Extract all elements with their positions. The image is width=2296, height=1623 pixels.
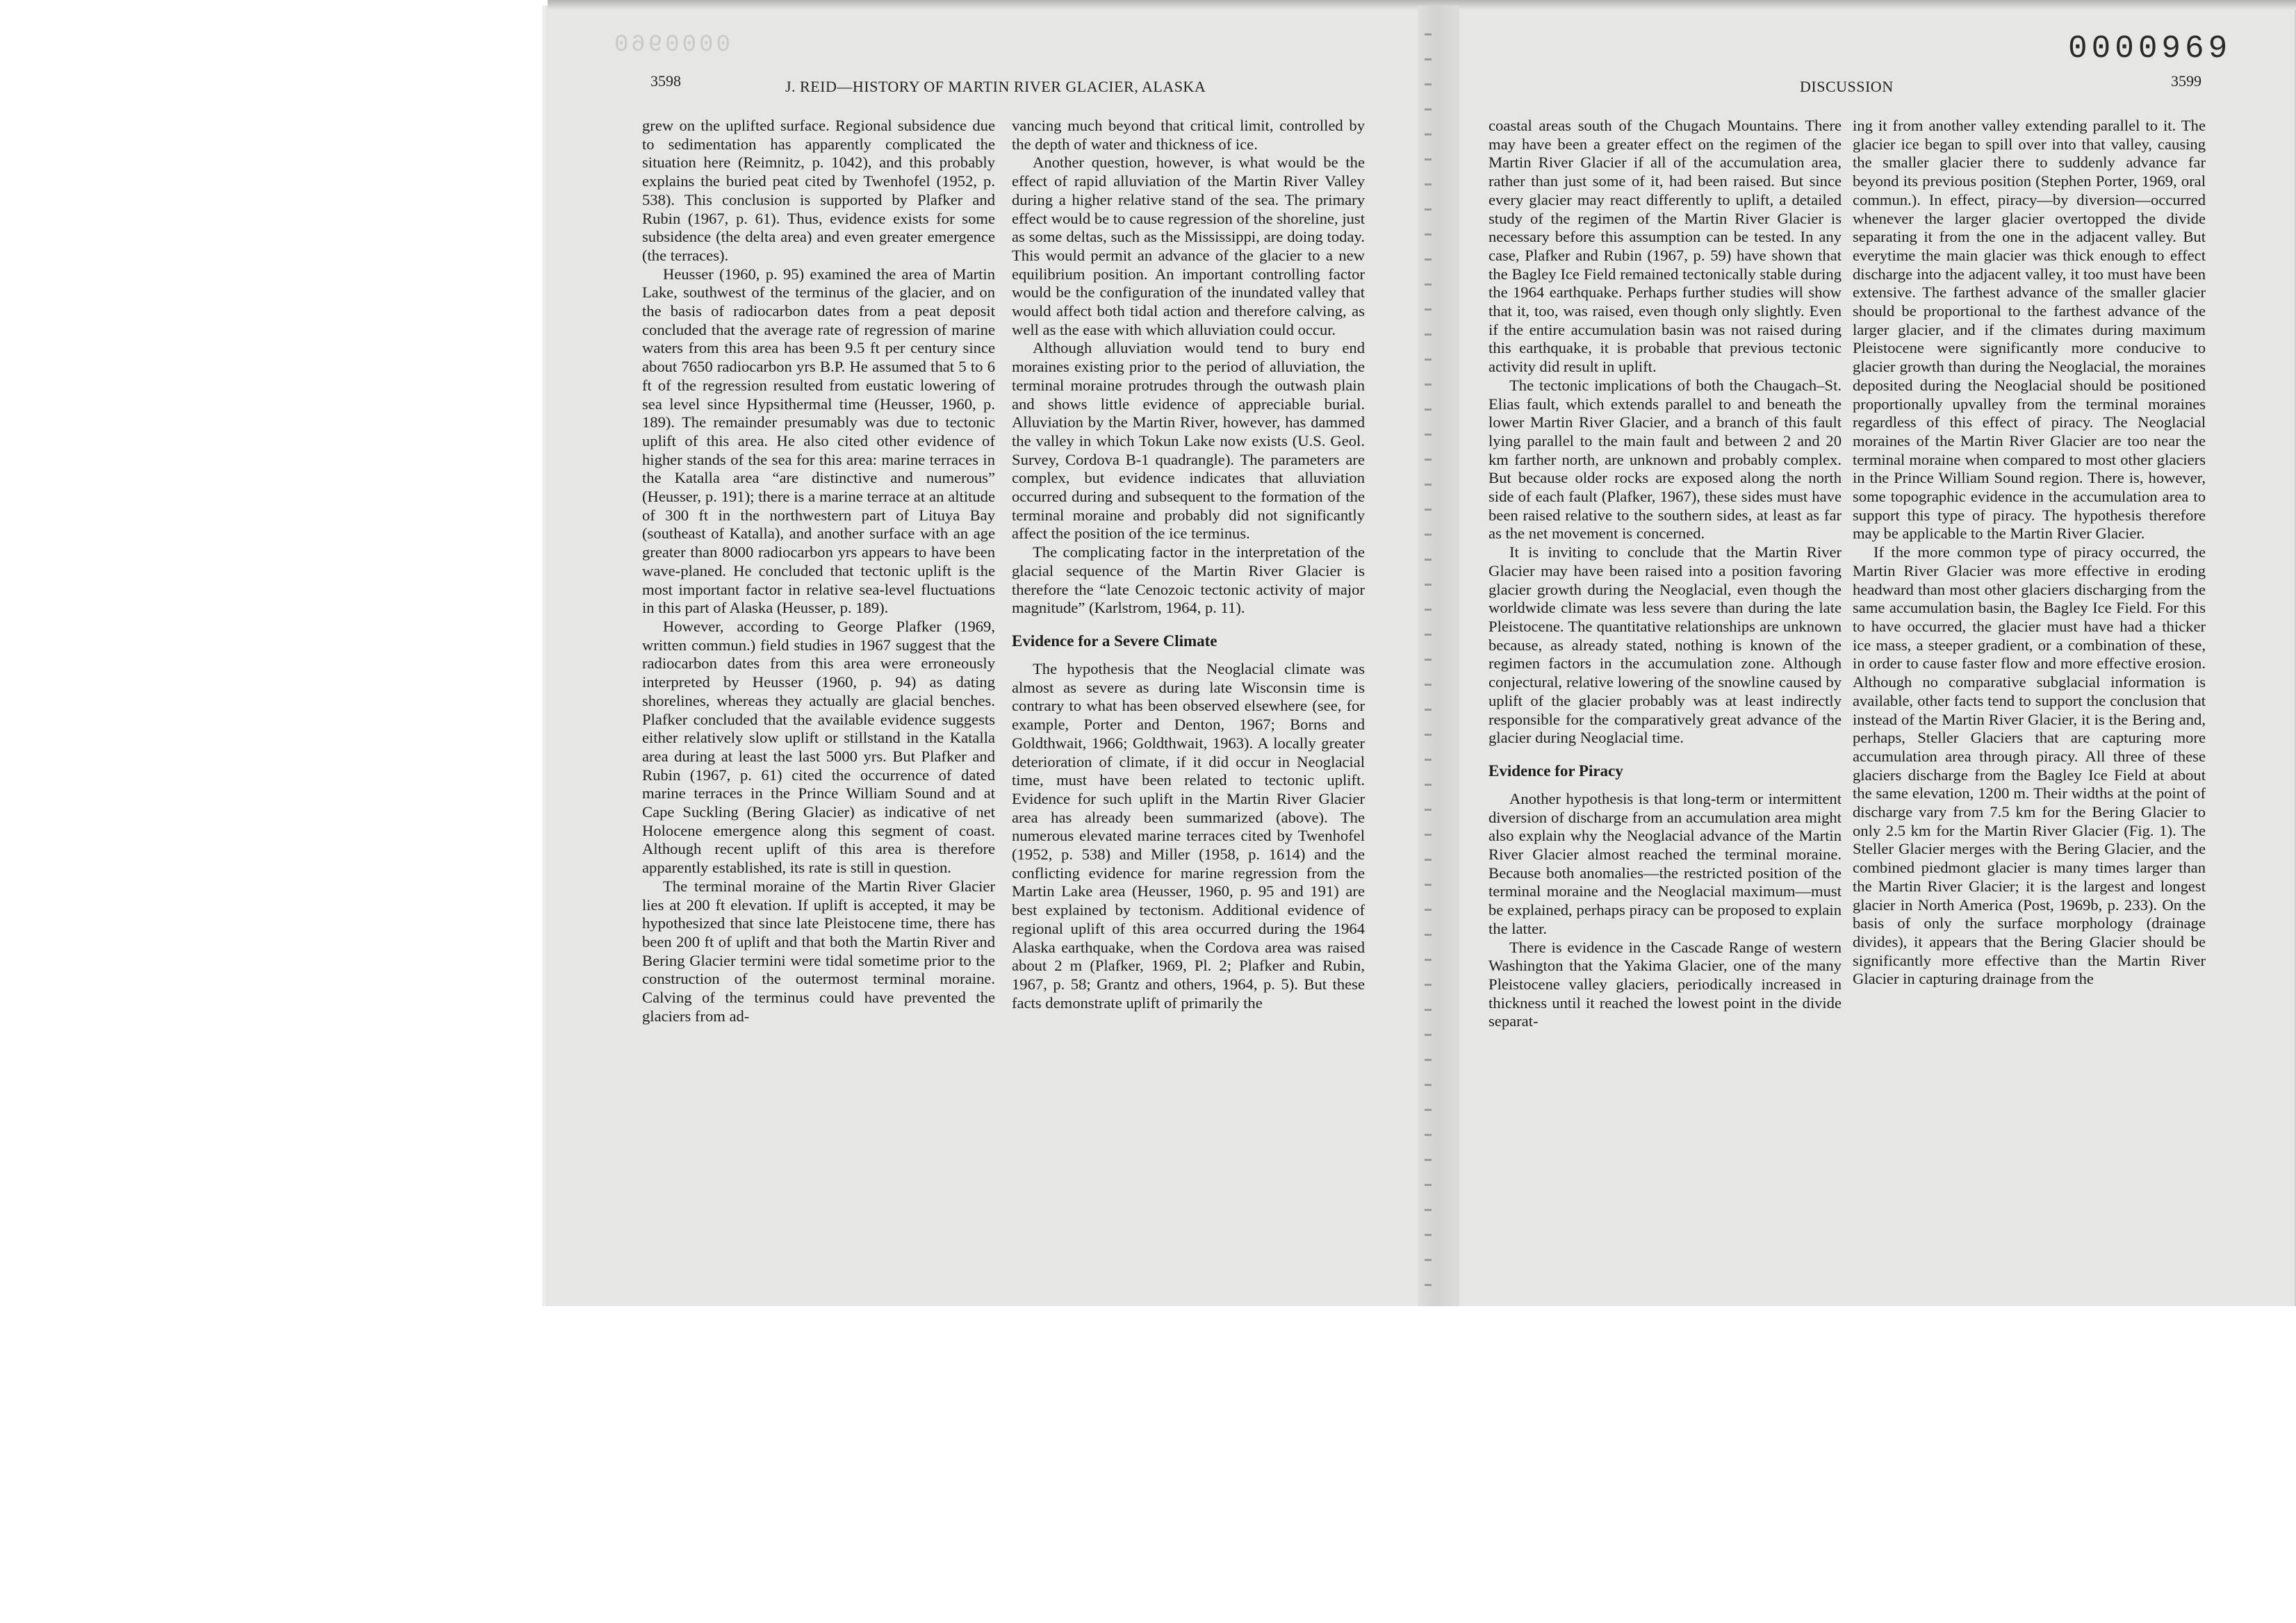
gutter-binding-mark [1425,1259,1432,1261]
gutter-binding-mark [1425,834,1432,836]
gutter-binding-mark [1425,1034,1432,1036]
gutter-binding-mark [1425,83,1432,85]
gutter-binding-mark [1425,734,1432,736]
paragraph: The terminal moraine of the Martin River Glacier lies at 200 ft elevation. If uplift is accepted, it may be hypothesized that since late Pleistocene time, there has been 200 ft of uplift and that both the Martin River and Bering Glacier termini were tidal sometime prior to the construction of the outermost terminal moraine. Calving of the terminus could have prevented the glaciers from ad- [642,877,995,1025]
gutter-binding-mark [1425,709,1432,711]
right-running-head: DISCUSSION [1800,78,1894,95]
gutter-binding-mark [1425,759,1432,761]
gutter-binding-mark [1425,1209,1432,1211]
gutter-binding-mark [1425,434,1432,436]
paragraph: Another hypothesis is that long-term or intermittent diversion of discharge from an accumulation area might also explain why the Neoglacial advance of the Martin River Glacier almost reached the terminal moraine. Because both anomalies—the restricted position of the terminal moraine and the Neoglacial maximum—must be explained, perhaps piracy can be proposed to explain the latter. [1489,789,1842,937]
gutter-binding-mark [1425,509,1432,511]
gutter-binding-mark [1425,1159,1432,1161]
gutter-binding-mark [1425,409,1432,411]
gutter-binding-mark [1425,283,1432,286]
gutter-binding-mark [1425,1284,1432,1286]
left-page-column-1 [642,117,995,1025]
gutter-binding-mark [1425,534,1432,536]
gutter-binding-mark [1425,258,1432,261]
paragraph: Although alluviation would tend to bury end moraines existing prior to the period of alluviation, the terminal moraine protrudes through the outwash plain and shows little evidence of appreciable burial. Alluviation by the Martin River, however, has dammed the valley in which Tokun Lake now exists (U.S. Geol. Survey, Cordova B-1 quadrangle). The parameters are complex, but evidence indicates that alluviation occurred during and subsequent to the formation of the terminal moraine and probably did not significantly affect the position of the ice terminus. [1012,339,1365,543]
gutter-binding-mark [1425,609,1432,611]
document-stamp-number: 0000969 [2068,31,2232,67]
gutter-binding-mark [1425,559,1432,561]
paragraph: However, according to George Plafker (1969, written commun.) field studies in 1967 suggest that the radiocarbon dates from this area were erroneously interpreted by Heusser (1960, p. 94) as dating shorelines, whereas they actually are glacial benches. Plafker concluded that the available evidence suggests either relatively slow uplift or stillstand in the Katalla area during at least the last 5000 yrs. But Plafker and Rubin (1967, p. 61) cited the occurrence of dated marine terraces in the Prince William Sound and at Cape Suckling (Bering Glacier) as indicative of net Holocene emergence along this segment of coast. Although recent uplift of this area is therefore apparently established, its rate is still in question. [642,617,995,877]
left-page-number: 3598 [650,72,681,90]
gutter-binding-mark [1425,158,1432,160]
right-page-number: 3599 [2171,72,2201,90]
gutter-binding-mark [1425,359,1432,361]
gutter-binding-mark [1425,584,1432,586]
gutter-binding-mark [1425,784,1432,786]
gutter-binding-mark [1425,484,1432,486]
gutter-binding-mark [1425,934,1432,936]
paragraph: The hypothesis that the Neoglacial climate was almost as severe as during late Wisconsin time is contrary to what has been observed elsewhere (see, for example, Porter and Denton, 1967; Borns and Goldthwait, 1966; Goldthwait, 1963). A locally greater deterioration of climate, if it did occur in Neoglacial time, must have been related to tectonic uplift. Evidence for such uplift in the Martin River Glacier area has already been summarized (above). The numerous elevated marine terraces cited by Twenhofel (1952, p. 538) and Miller (1958, p. 1614) and the conflicting evidence for marine regression from the Martin Lake area (Heusser, 1960, p. 95 and 191) are best explained by tectonism. Additional evidence of regional uplift of this area occurred during the 1964 Alaska earthquake, when the Cordova area was raised about 2 m (Plafker, 1969, Pl. 2; Plafker and Rubin, 1967, p. 58; Grantz and others, 1964, p. 5). But these facts demonstrate uplift of primarily the [1012,659,1365,1012]
gutter-binding-mark [1425,1009,1432,1011]
gutter-binding-mark [1425,308,1432,311]
gutter-binding-mark [1425,208,1432,211]
right-page-column-1 [1489,117,1842,1031]
left-running-head: J. REID—HISTORY OF MARTIN RIVER GLACIER, ALASKA [785,78,1206,95]
gutter-binding-mark [1425,634,1432,636]
gutter-binding-mark [1425,33,1432,35]
gutter-binding-mark [1425,984,1432,986]
gutter-binding-mark [1425,959,1432,961]
gutter-binding-mark [1425,809,1432,811]
gutter-binding-mark [1425,1084,1432,1086]
gutter-binding-mark [1425,384,1432,386]
gutter-binding-mark [1425,659,1432,661]
gutter-binding-mark [1425,909,1432,911]
gutter-binding-mark [1425,1184,1432,1186]
gutter-binding-mark [1425,1109,1432,1111]
right-page-column-2 [1853,117,2206,989]
gutter-binding-mark [1425,459,1432,461]
paragraph: There is evidence in the Cascade Range of western Washington that the Yakima Glacier, one of the many Pleistocene valley glaciers, periodically increased in thickness until it reached the lowest point in the divide separat- [1489,938,1842,1030]
paragraph: Another question, however, is what would be the effect of rapid alluviation of the Martin River Valley during a higher relative stand of the sea. The primary effect would be to cause regression of the shoreline, just as some deltas, such as the Mississippi, are doing today. This would permit an advance of the glacier to a new equilibrium position. An important controlling factor would be the configuration of the inundated valley that would affect both tidal action and therefore calving, as well as the ease with which alluviation could occur. [1012,154,1365,338]
gutter-binding-mark [1425,684,1432,686]
left-page-column-2 [1012,117,1365,1012]
gutter-binding-mark [1425,884,1432,886]
paragraph: ing it from another valley extending parallel to it. The glacier ice began to spill over into that valley, causing the smaller glacier there to suddenly advance far beyond its previous position (Stephen Porter, 1969, oral commun.). In effect, piracy—by diversion—occurred whenever the larger glacier overtopped the divide separating it from the one in the adjacent valley. But everytime the main glacier was thick enough to effect discharge into the adjacent valley, it too must have been extensive. The farthest advance of the smaller glacier should be proportional to the farthest advance of the larger glacier, and if the climates during maximum Pleistocene were significantly more conducive to glacier growth than during the Neoglacial, the moraines deposited during the Neoglacial should be positioned proportionally upvalley from the terminal moraines regardless of this effect of piracy. The Neoglacial moraines of the Martin River Glacier are too near the terminal moraine when compared to most other glaciers in the Prince William Sound region. There is, however, some topographic evidence in the accumulation area to support this type of piracy. The hypothesis therefore may be applicable to the Martin River Glacier. [1853,117,2206,543]
paragraph: The tectonic implications of both the Chaugach–St. Elias fault, which extends parallel to and beneath the lower Martin River Glacier, and a branch of this fault lying parallel to the main fault and between 2 and 20 km farther north, are unknown and probably complex. But because older rocks are exposed along the north side of each fault (Plafker, 1967), these sides must have been raised relative to the southern sides, at least as far as the net movement is concerned. [1489,376,1842,543]
gutter-binding-mark [1425,108,1432,110]
gutter-binding-mark [1425,1134,1432,1136]
gutter-binding-mark [1425,1059,1432,1061]
section-heading: Evidence for Piracy [1489,761,1623,780]
paragraph: grew on the uplifted surface. Regional subsidence due to sedimentation has apparently complicated the situation here (Reimnitz, p. 1042), and this probably explains the buried peat cited by Twenhofel (1952, p. 538). This conclusion is supported by Plafker and Rubin (1967, p. 61). Thus, evidence exists for some subsidence (the delta area) and even greater emergence (the terraces). [642,117,995,264]
gutter-binding-mark [1425,58,1432,60]
gutter-binding-mark [1425,183,1432,186]
section-heading: Evidence for a Severe Climate [1012,632,1217,650]
book-gutter [1418,6,1459,1306]
paragraph: The complicating factor in the interpretation of the glacial sequence of the Martin River Glacier is therefore the “late Cenozoic tectonic activity of major magnitude” (Karlstrom, 1964, p. 11). [1012,543,1365,617]
gutter-binding-mark [1425,333,1432,336]
paragraph: Heusser (1960, p. 95) examined the area of Martin Lake, southwest of the terminus of the glacier, and on the basis of radiocarbon dates from a peat deposit concluded that the average rate of regression of marine waters from this area has been 9.5 ft per century since about 7650 radiocarbon yrs B.P. He assumed that 5 to 6 ft of the regression resulted from eustatic lowering of sea level since Hypsithermal time (Heusser, 1960, p. 189). The remainder presumably was due to tectonic uplift of this area. He also cited other evidence of higher stands of the sea for this area: marine terraces in the Katalla area “are distinctive and numerous” (Heusser, p. 191); there is a marine terrace at an altitude of 300 ft in the northwestern part of Lituya Bay (southeast of Katalla), and another surface with an age greater than 8000 radiocarbon yrs appears to have been wave-planed. He concluded that tectonic uplift is the most important factor in relative sea-level fluctuations in this part of Alaska (Heusser, p. 189). [642,265,995,617]
gutter-binding-mark [1425,233,1432,236]
paragraph: If the more common type of piracy occurred, the Martin River Glacier was more effective in eroding headward than most other glaciers discharging from the same accumulation basin, the Bagley Ice Field. For this to have occurred, the glacier must have had a thicker ice mass, a steeper gradient, or a combination of these, in order to cause faster flow and more effective erosion. Although no comparative subglacial information is available, other facts tend to support the conclusion that instead of the Martin River Glacier, it is the Bering and, perhaps, Steller Glaciers that are capturing more accumulation area through piracy. All three of these glaciers discharge from the Bagley Ice Field at about the same elevation, 1200 m. Their widths at the point of discharge vary from 7.5 km for the Bering Glacier to only 2.5 km for the Martin River Glacier (Fig. 1). The Steller Glacier merges with the Bering Glacier, and the combined piedmont glacier is many times larger than the Martin River Glacier; it is the largest and longest glacier in North America (Post, 1969b, p. 233). On the basis of only the surface morphology (drainage divides), it appears that the Bering Glacier should be significantly more effective than the Martin River Glacier in capturing drainage from the [1853,543,2206,988]
paragraph: vancing much beyond that critical limit, controlled by the depth of water and thickness of ice. [1012,117,1365,153]
gutter-binding-mark [1425,859,1432,861]
gutter-binding-mark [1425,133,1432,135]
bleed-through-number: 0000960 [612,32,730,58]
gutter-binding-mark [1425,1234,1432,1236]
paragraph: It is inviting to conclude that the Martin River Glacier may have been raised into a position favoring glacier growth during the Neoglacial, even though the worldwide climate was less severe than during the late Pleistocene. The quantitative relationships are unknown because, as already stated, nothing is known of the regimen factors in the accumulation zone. Although conjectural, relative lowering of the snowline caused by uplift of the glacier probably was at least indirectly responsible for the comparatively great advance of the glacier during Neoglacial time. [1489,543,1842,747]
paragraph: coastal areas south of the Chugach Mountains. There may have been a greater effect on the regimen of the Martin River Glacier if all of the accumulation area, rather than just some of it, had been raised. But since every glacier may react differently to uplift, a detailed study of the regimen of the Martin River Glacier is necessary before this assumption can be tested. In any case, Plafker and Rubin (1967, p. 59) have shown that the Bagley Ice Field remained tectonically stable during the 1964 earthquake. Perhaps further studies will show that it, too, was raised, even though only slightly. Even if the entire accumulation basin was not raised during this earthquake, it is probable that previous tectonic activity did result in uplift. [1489,117,1842,376]
